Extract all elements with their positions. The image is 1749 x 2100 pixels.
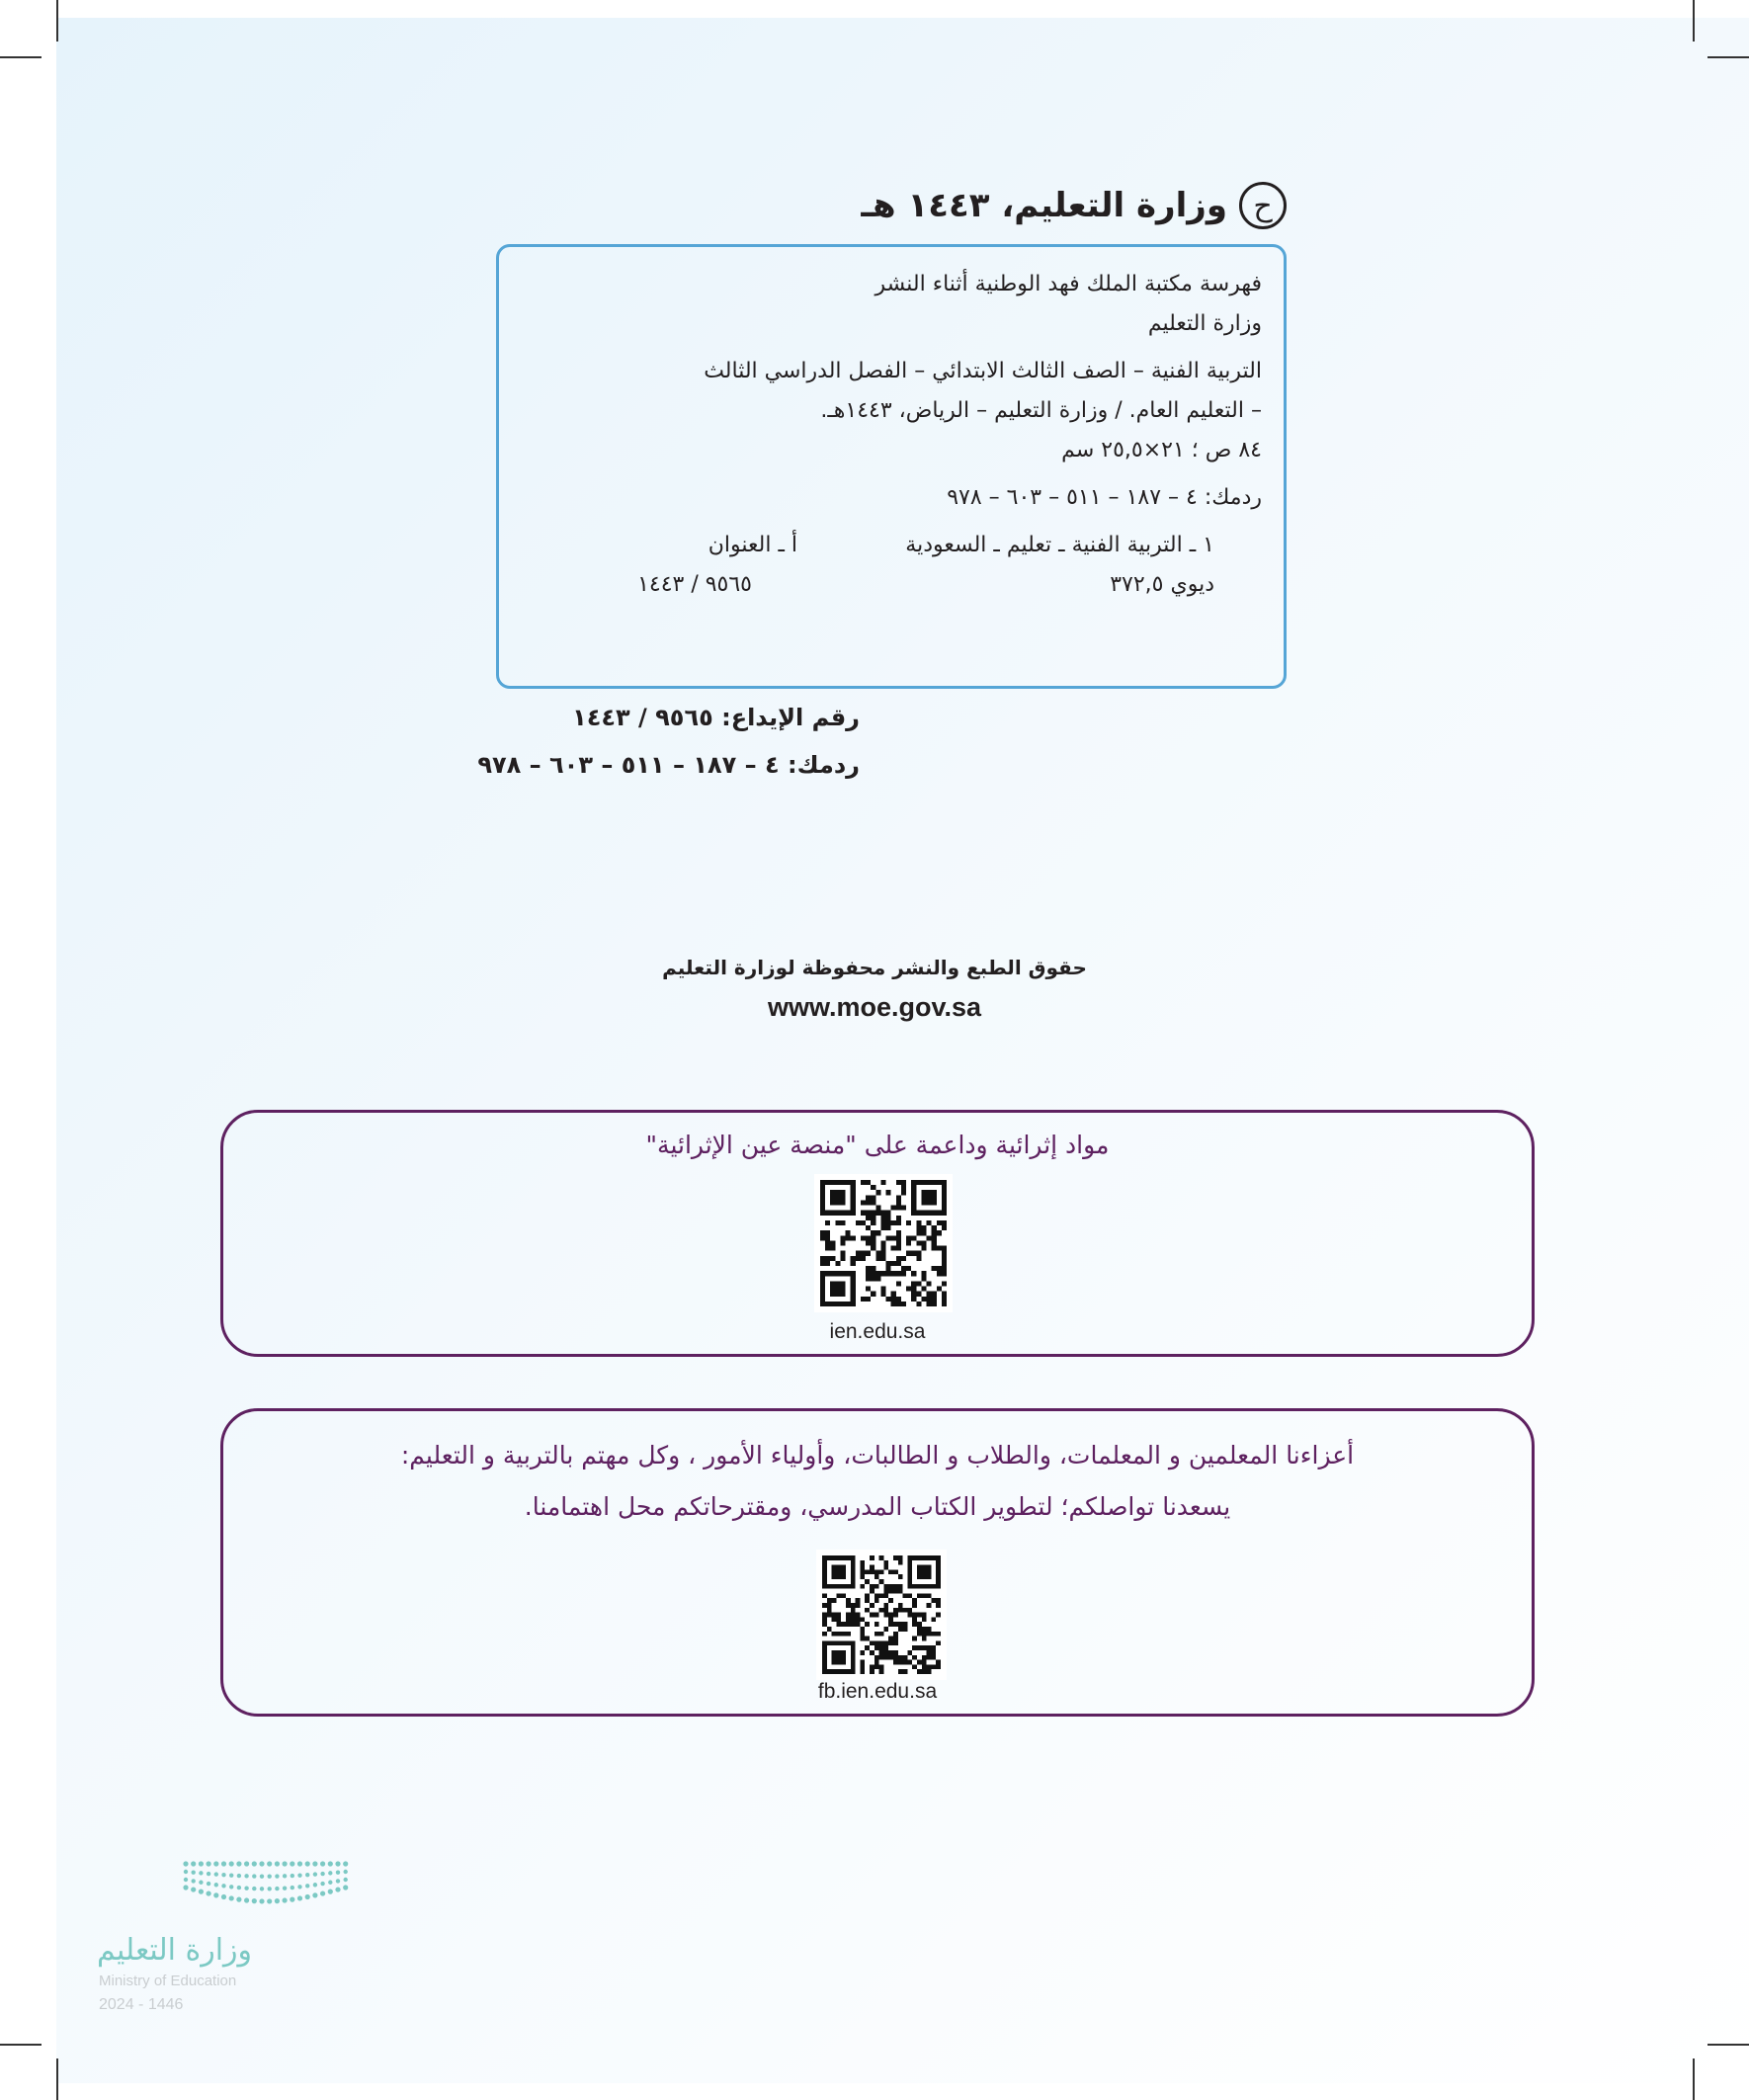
logo-dot [199,1890,204,1894]
logo-dot [320,1872,324,1876]
crop-mark [1707,2044,1749,2046]
logo-dot [297,1873,301,1877]
qr-code-feedback[interactable] [816,1550,947,1680]
logo-dot [335,1887,340,1891]
crop-mark [56,0,58,42]
cataloging-box [496,244,1287,689]
logo-dot [207,1882,210,1886]
logo-dot [297,1895,302,1900]
crop-mark [1707,56,1749,58]
logo-dot [328,1861,333,1866]
logo-years: 2024 - 1446 [99,1996,184,2013]
logo-dot [237,1886,241,1890]
logo-dot [343,1885,348,1890]
logo-dot [244,1861,249,1866]
logo-dot [229,1885,233,1889]
logo-dot [290,1861,294,1866]
crop-mark [0,56,42,58]
logo-dot [267,1861,272,1866]
logo-dot [221,1884,225,1888]
logo-dots-icon [180,1858,358,1921]
logo-dot [229,1861,234,1866]
cip-isbn: ردمك: ٤ – ١٨٧ – ٥١١ – ٦٠٣ – ٩٧٨ [947,485,1262,510]
logo-dot [214,1883,218,1887]
logo-dot [244,1897,249,1902]
qr-modules [820,1180,947,1306]
logo-dot [283,1897,288,1902]
logo-dot [268,1887,272,1890]
logo-dot [297,1885,301,1889]
logo-dot [275,1874,279,1878]
logo-dot [312,1861,317,1866]
logo-dot [291,1874,294,1878]
logo-dot [229,1873,233,1877]
logo-dot [290,1897,294,1902]
logo-dot [343,1861,348,1866]
logo-dot [320,1890,325,1895]
logo-dot [328,1871,332,1875]
logo-dot [191,1887,196,1891]
website-link[interactable]: www.moe.gov.sa [767,992,982,1022]
cip-title-entry: أ ـ العنوان [708,533,797,557]
cip-dewey-row [521,565,1262,605]
qr-modules [822,1555,941,1674]
logo-dot [236,1861,241,1866]
logo-dot [259,1898,264,1903]
logo-dot [260,1887,264,1890]
cip-deposit: ٩٥٦٥ / ١٤٤٣ [637,572,752,597]
logo-dot [283,1886,287,1890]
logo-dot [335,1861,340,1866]
logo-dot [320,1861,325,1866]
logo-dot [305,1873,309,1877]
logo-dot [199,1871,203,1875]
logo-dot [313,1872,317,1876]
crop-mark [56,2058,58,2100]
logo-dot [236,1897,241,1902]
feedback-box [220,1408,1535,1717]
cip-title: التربية الفنية – الصف الثالث الابتدائي – الفصل الدراسي الثالث [704,359,1262,383]
logo-dot [336,1879,340,1883]
logo-dot [283,1861,288,1866]
logo-dot [183,1861,188,1866]
logo-dot [291,1886,294,1890]
logo-dot [297,1861,302,1866]
logo-dot [192,1879,196,1883]
crop-mark [1693,2058,1695,2100]
copyright-symbol: ح [1239,182,1287,229]
logo-dot [184,1870,188,1874]
page-title: وزارة التعليم، ١٤٤٣ هـ [861,186,1227,225]
logo-dot [237,1874,241,1878]
logo-arabic: وزارة التعليم [97,1933,253,1968]
deposit-number: رقم الإيداع: ٩٥٦٥ / ١٤٤٣ [572,704,860,731]
logo-dot [328,1890,333,1894]
qr-code-ien[interactable] [814,1174,953,1312]
logo-dot [184,1878,188,1882]
logo-dot [221,1861,226,1866]
enrichment-text: مواد إثرائية وداعمة على "منصة عين الإثرائية" [645,1131,1110,1159]
logo-dot [207,1890,211,1895]
logo-dot [305,1861,310,1866]
logo-dot [199,1861,204,1866]
cip-subjects: ١ ـ التربية الفنية ـ تعليم ـ السعودية [905,533,1214,557]
logo-dot [244,1874,248,1878]
cip-pages: ٨٤ ص ؛ ٢١×٢٥,٥ سم [1061,438,1262,462]
logo-dot [192,1870,196,1874]
logo-dot [283,1874,287,1878]
logo-dot [244,1886,248,1890]
logo-dot [207,1861,211,1866]
logo-dot [344,1878,348,1882]
logo-dot [312,1892,317,1897]
logo-dot [305,1894,310,1899]
logo-dot [252,1861,257,1866]
logo-dot [305,1884,309,1888]
logo-dot [259,1861,264,1866]
logo-dot [213,1861,218,1866]
feedback-line-1: أعزاءنا المعلمين و المعلمات، والطلاب و الطالبات، وأولياء الأمور ، وكل مهتم بالتربية و التعليم: [400,1441,1355,1470]
enrichment-box [220,1110,1535,1357]
logo-dot [275,1898,280,1903]
rights-text: حقوق الطبع والنشر محفوظة لوزارة التعليم [662,956,1087,979]
feedback-url[interactable]: fb.ien.edu.sa [817,1680,938,1703]
logo-dot [336,1870,340,1874]
logo-dot [214,1872,218,1876]
logo-dot [267,1898,272,1903]
cip-publisher: وزارة التعليم [1147,311,1262,336]
logo-dot [207,1872,210,1876]
logo-dot [252,1874,256,1878]
ien-url[interactable]: ien.edu.sa [829,1320,926,1343]
logo-dot [183,1885,188,1890]
cip-dewey: ديوي ٣٧٢,٥ [1110,572,1214,597]
cip-heading: فهرسة مكتبة الملك فهد الوطنية أثناء النشر [874,272,1262,296]
copyright-header [861,178,1287,233]
cip-title-continued: – التعليم العام. / وزارة التعليم – الرياض، ١٤٤٣هـ. [820,398,1262,423]
logo-dot [213,1892,218,1897]
logo-dot [252,1898,257,1903]
crop-mark [1693,0,1695,42]
logo-dot [320,1882,324,1886]
logo-dot [268,1874,272,1878]
cip-subject-row [521,526,1262,565]
logo-dot [344,1870,348,1874]
ministry-logo [97,1858,374,2016]
logo-dot [252,1887,256,1890]
logo-dot [328,1881,332,1885]
logo-dot [221,1894,226,1899]
logo-dot [191,1861,196,1866]
logo-dot [313,1883,317,1887]
logo-dot [275,1887,279,1890]
logo-dot [275,1861,280,1866]
feedback-line-2: يسعدنا تواصلكم؛ لتطوير الكتاب المدرسي، ومقترحاتكم محل اهتمامنا. [524,1492,1231,1521]
logo-dot [260,1874,264,1878]
crop-mark [0,2044,42,2046]
logo-dot [229,1895,234,1900]
logo-dot [221,1873,225,1877]
deposit-isbn: ردمك: ٤ – ١٨٧ – ٥١١ – ٦٠٣ – ٩٧٨ [477,751,860,779]
logo-english: Ministry of Education [99,1973,237,1989]
logo-dot [199,1881,203,1885]
